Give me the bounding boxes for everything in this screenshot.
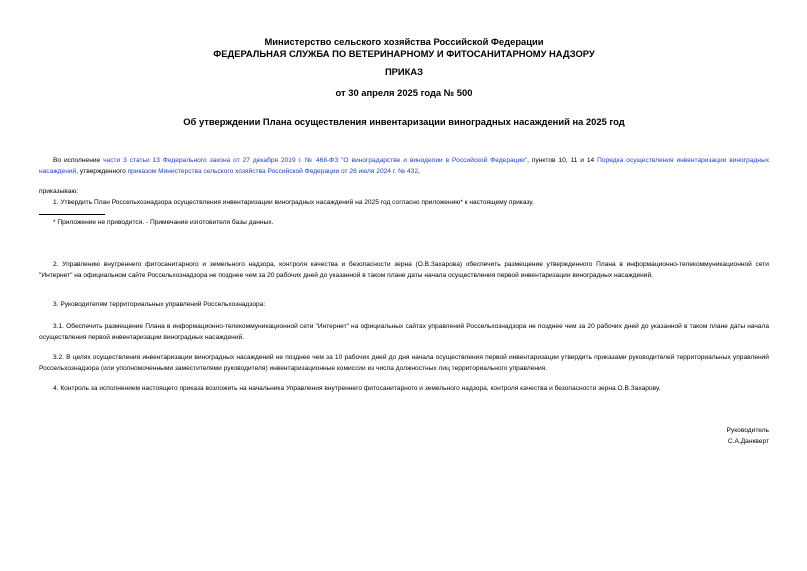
preamble-mid-1: , пунктов 10, 11 и 14	[527, 157, 598, 164]
signature-name: С.А.Данкверт	[727, 438, 769, 445]
preamble-paragraph	[39, 155, 769, 177]
service-name: ФЕДЕРАЛЬНАЯ СЛУЖБА ПО ВЕТЕРИНАРНОМУ И ФИТОСАНИТАРНОМУ НАДЗОРУ	[213, 48, 595, 59]
inventory-procedure-link[interactable]: Порядка осуществления инвентаризации виноградных насаждений	[39, 157, 769, 175]
item-1-paragraph: 1. Утвердить План Россельхознадзора осуществления инвентаризации виноградных насаждений на 2025 год согласно приложению* к настоящему приказу.	[53, 199, 534, 206]
item-2-paragraph: 2. Управлению внутреннего фитосанитарного и земельного надзора, контроля качества и безопасности зерна (О.В.Захарова) обеспечить размещение утвержденного Плана в информационно-телекоммуникационной сети "Интернет" на официальном сайте Россельхознадзора не позднее чем за 20 рабочих дней до указанной в таком плане даты начала осуществления первой инвентаризации виноградных насаждений.	[39, 261, 769, 279]
document-date-number: от 30 апреля 2025 года № 500	[335, 87, 473, 98]
item-3-paragraph: 3. Руководителям территориальных управлений Россельхознадзора:	[53, 301, 266, 308]
item-4-paragraph: 4. Контроль за исполнением настоящего приказа возложить на начальника Управления внутреннего фитосанитарного и земельного надзора, контроля качества и безопасности зерна О.В.Захарову.	[53, 385, 661, 392]
federal-law-link[interactable]: части 3 статьи 13 Федерального закона от 27 декабря 2019 г. № 468-ФЗ "О виноградарстве и виноделии в Российской Федерации"	[103, 157, 528, 164]
ministry-name: Министерство сельского хозяйства Российской Федерации	[264, 36, 544, 47]
item-3-1-paragraph: 3.1. Обеспечить размещение Плана в информационно-телекоммуникационной сети "Интернет" на официальных сайтах управлений Россельхознадзора не позднее чем за 20 рабочих дней до указанной в таком плане даты начала осуществления первой инвентаризации виноградных насаждений.	[39, 323, 769, 341]
item-3-2-paragraph: 3.2. В целях осуществления инвентаризации виноградных насаждений не позднее чем за 10 рабочих дней до дня начала осуществления первой инвентаризации утвердить приказами руководителей территориальных управлений Россельхознадзора (или уполномоченными заместителями руководителя) инвентаризационные комиссии из числа должностных лиц территориального управления.	[39, 354, 769, 372]
order-word: приказываю:	[39, 188, 79, 195]
ministry-order-link[interactable]: приказом Министерства сельского хозяйства Российской Федерации от 26 июля 2024 г. № 432	[127, 168, 418, 175]
preamble-prefix: Во исполнение	[53, 157, 104, 164]
footnote-paragraph: * Приложение не приводится. - Примечание изготовителя базы данных.	[53, 219, 274, 226]
document-type: ПРИКАЗ	[384, 66, 424, 77]
preamble-mid-2: , утвержденного	[76, 168, 128, 175]
document-title: Об утверждении Плана осуществления инвентаризации виноградных насаждений на 2025 год	[183, 116, 625, 127]
signature-position: Руководитель	[726, 427, 769, 434]
footnote-divider	[39, 214, 105, 215]
preamble-suffix: ,	[417, 168, 420, 175]
